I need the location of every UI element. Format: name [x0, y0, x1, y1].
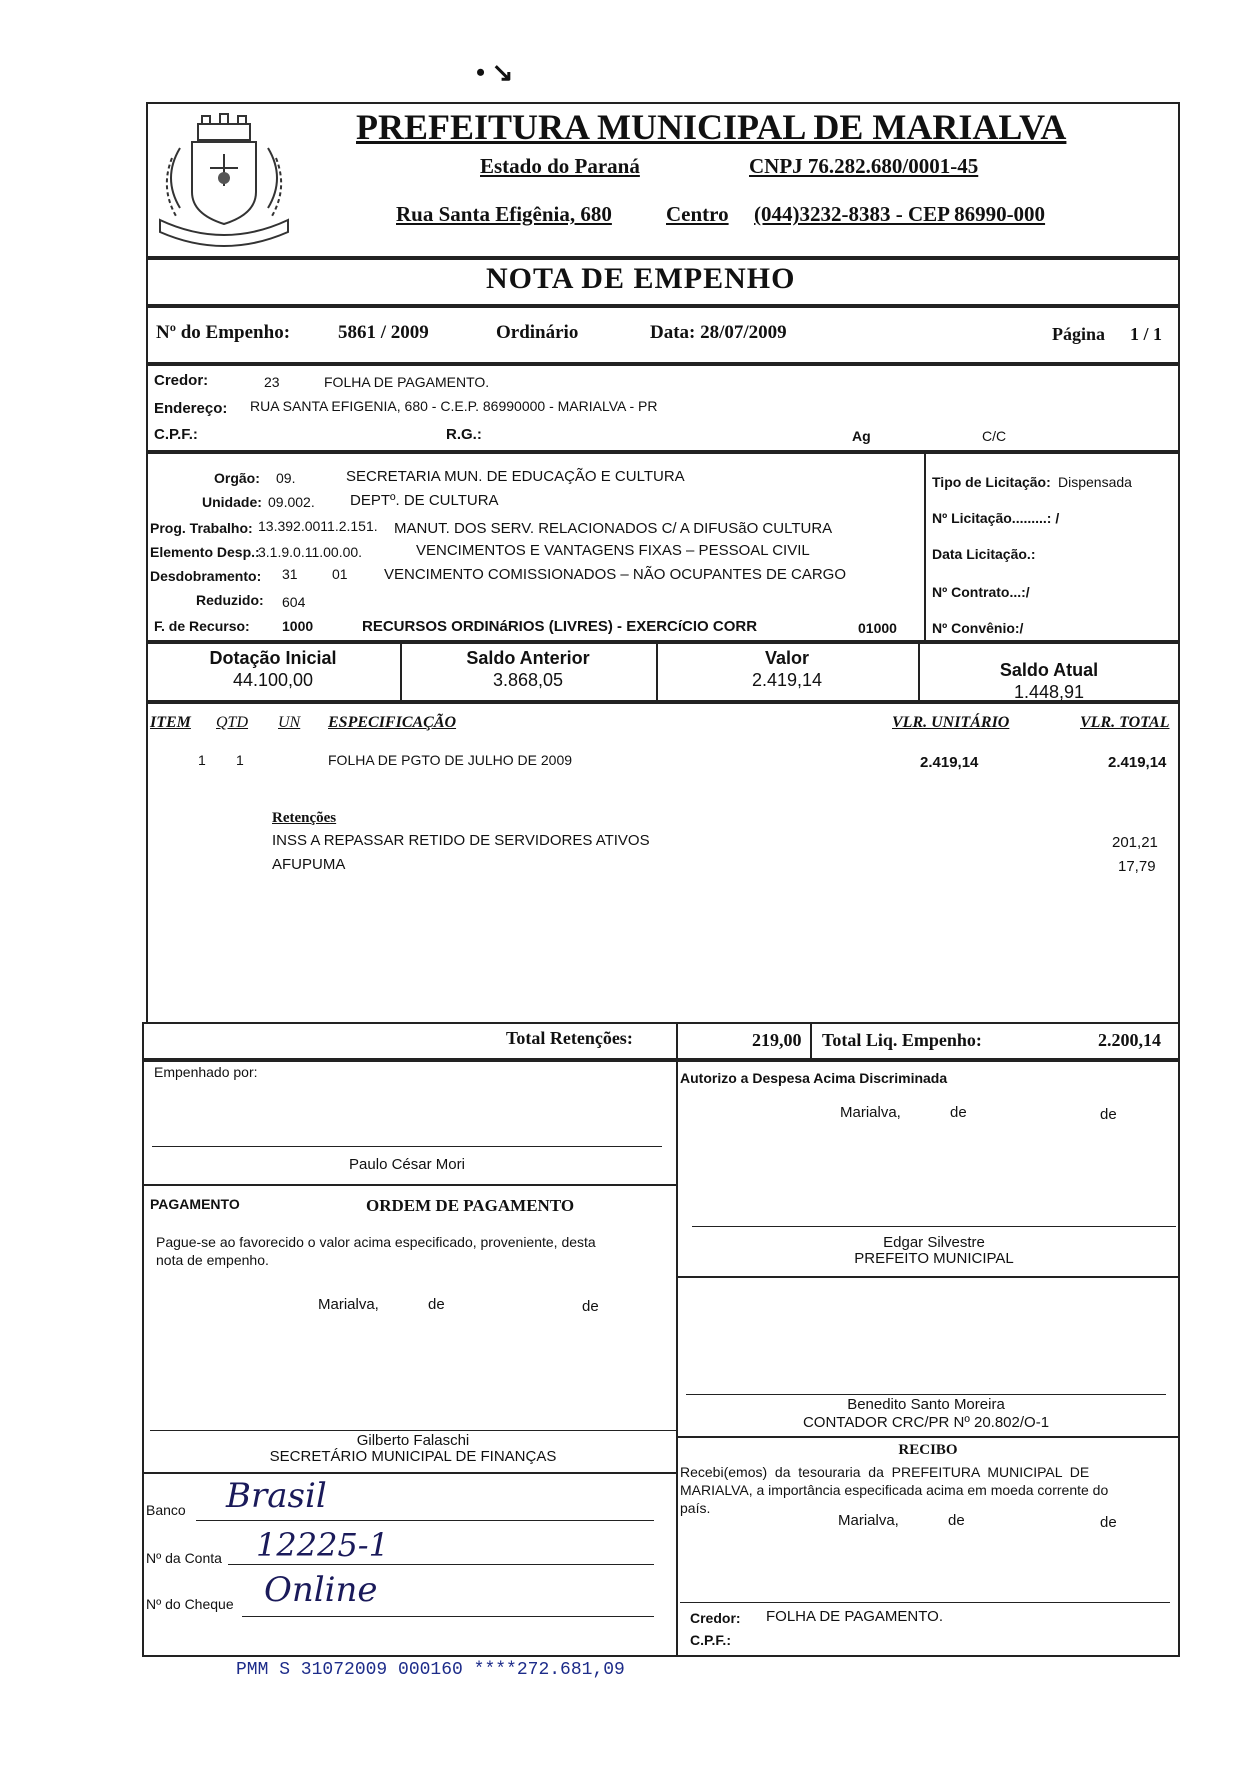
recurso-num: 01000: [858, 620, 897, 636]
banco-handwritten: Brasil: [226, 1476, 327, 1516]
recibo-de-1: de: [948, 1512, 965, 1529]
recibo-credor-value: FOLHA DE PAGAMENTO.: [766, 1608, 943, 1625]
retencao-2-desc: AFUPUMA: [272, 856, 346, 873]
num-convenio: Nº Convênio:/: [932, 620, 1024, 636]
item-number: 1: [198, 752, 206, 768]
orgao-label: Orgão:: [214, 470, 260, 486]
ag-label: Ag: [852, 428, 871, 444]
autorizo-signature-line: [692, 1226, 1176, 1227]
retencoes-title: Retenções: [272, 810, 337, 826]
banco-line: [196, 1520, 654, 1521]
recibo-line-2: MARIALVA, a importância especificada acima em moeda corrente do: [680, 1482, 1109, 1498]
col-qtd: QTD: [216, 714, 249, 731]
totals-frame: [142, 1022, 1180, 1060]
address: Rua Santa Efigênia, 680: [396, 202, 612, 226]
total-liquido-value: 2.200,14: [1098, 1030, 1161, 1050]
credor-code: 23: [264, 374, 280, 390]
lower-frame: [142, 1060, 1180, 1657]
recurso-desc: RECURSOS ORDINáRIOS (LIVRES) - EXERCíCIO CORR: [362, 618, 758, 635]
tipo-licitacao-value: Dispensada: [1058, 474, 1132, 490]
banco-separator: [142, 1472, 676, 1474]
reduzido-label: Reduzido:: [196, 592, 264, 608]
pagamento-signature-line: [150, 1430, 676, 1431]
saldo-anterior-label: Saldo Anterior: [466, 648, 590, 668]
recibo-cpf-label: C.P.F.:: [690, 1632, 731, 1648]
autorizo-de-1: de: [950, 1104, 967, 1121]
endereco-label: Endereço:: [154, 400, 228, 417]
autorizo-city: Marialva,: [840, 1104, 901, 1121]
prog-code: 13.392.0011.2.151.: [258, 518, 378, 534]
num-licitacao: Nº Licitação.........: /: [932, 510, 1060, 526]
col-un: UN: [278, 714, 301, 731]
cnpj: CNPJ 76.282.680/0001-45: [749, 154, 979, 178]
ordem-pagamento-title: ORDEM DE PAGAMENTO: [366, 1196, 575, 1215]
desdobramento-code: 31: [282, 566, 298, 582]
pagamento-separator: [142, 1184, 676, 1186]
municipality-title: PREFEITURA MUNICIPAL DE MARIALVA: [356, 107, 1067, 147]
recibo-signature-line: [680, 1602, 1170, 1603]
item-vlr-unitario: 2.419,14: [920, 754, 979, 771]
contador-role: CONTADOR CRC/PR Nº 20.802/O-1: [802, 1414, 1050, 1431]
item-qtd: 1: [236, 752, 244, 768]
district: Centro: [666, 202, 729, 226]
banco-label: Banco: [146, 1502, 186, 1518]
credor-name: FOLHA DE PAGAMENTO.: [324, 374, 490, 390]
saldo-atual-value: 1.448,91: [1013, 682, 1085, 702]
desdobramento-desc: VENCIMENTO COMISSIONADOS – NÃO OCUPANTES DE CARGO: [384, 566, 847, 583]
cpf-label: C.P.F.:: [154, 426, 198, 443]
conta-label: Nº da Conta: [146, 1550, 222, 1566]
total-retencoes-label: Total Retenções:: [506, 1028, 633, 1048]
page-number: 1 / 1: [1130, 324, 1163, 344]
pagamento-city: Marialva,: [318, 1296, 379, 1313]
valor-value: 2.419,14: [751, 670, 823, 690]
autorizo-de-2: de: [1100, 1106, 1117, 1123]
empenho-number: 5861 / 2009: [338, 322, 429, 343]
conta-handwritten: 12225-1: [256, 1526, 389, 1564]
endereco-value: RUA SANTA EFIGENIA, 680 - C.E.P. 86990000 - MARIALVA - PR: [250, 398, 658, 414]
data-licitacao: Data Licitação.:: [932, 546, 1036, 562]
item-vlr-total: 2.419,14: [1108, 754, 1167, 771]
page-label: Página: [1052, 324, 1106, 344]
empenho-type: Ordinário: [496, 322, 579, 343]
totals-divider-2: [810, 1022, 812, 1060]
recurso-code: 1000: [282, 618, 314, 634]
pagamento-role: SECRETÁRIO MUNICIPAL DE FINANÇAS: [269, 1448, 557, 1465]
recibo-credor-label: Credor:: [690, 1610, 741, 1626]
dotacao-label: Dotação Inicial: [209, 648, 337, 668]
orgao-desc: SECRETARIA MUN. DE EDUCAÇÃO E CULTURA: [346, 468, 685, 485]
cc-label: C/C: [982, 428, 1007, 444]
cheque-line: [242, 1616, 654, 1617]
state-name: Estado do Paraná: [480, 154, 640, 178]
cheque-handwritten: Online: [264, 1570, 378, 1610]
authentication-stamp: PMM S 31072009 000160 ****272.681,09: [236, 1660, 625, 1680]
empenho-label: Nº do Empenho:: [156, 322, 291, 343]
empenhado-label: Empenhado por:: [154, 1064, 258, 1080]
lower-column-divider: [676, 1060, 678, 1657]
col-vlr-unitario: VLR. UNITÁRIO: [892, 714, 1010, 731]
col-item: ITEM: [150, 714, 191, 731]
retencao-2-value: 17,79: [1118, 858, 1156, 875]
desdobramento-sub: 01: [332, 566, 348, 582]
pagamento-text-1: Pague-se ao favorecido o valor acima especificado, proveniente, desta: [156, 1234, 596, 1250]
contador-name: Benedito Santo Moreira: [847, 1396, 1005, 1413]
coat-of-arms-logo: [150, 108, 298, 254]
pagamento-de-2: de: [582, 1298, 599, 1315]
credor-label: Credor:: [154, 372, 209, 389]
pagamento-name: Gilberto Falaschi: [356, 1432, 470, 1449]
unidade-code: 09.002.: [268, 494, 315, 510]
elemento-label: Elemento Desp.:: [150, 544, 260, 560]
col-vlr-total: VLR. TOTAL: [1080, 714, 1170, 731]
dotacao-value: 44.100,00: [232, 670, 314, 690]
elemento-code: 3.1.9.0.11.00.00.: [258, 544, 363, 560]
recibo-de-2: de: [1100, 1514, 1117, 1531]
recibo-line-3: país.: [680, 1500, 711, 1516]
orgao-code: 09.: [276, 470, 296, 486]
cheque-label: Nº do Cheque: [146, 1596, 234, 1612]
totals-divider-1: [676, 1022, 678, 1060]
prog-desc: MANUT. DOS SERV. RELACIONADOS C/ A DIFUSãO CULTURA: [394, 520, 833, 537]
empenho-date: Data: 28/07/2009: [650, 322, 787, 343]
empenhado-name: Paulo César Mori: [349, 1156, 465, 1173]
phone-cep: (044)3232-8383 - CEP 86990-000: [754, 202, 1046, 226]
tipo-licitacao-label: Tipo de Licitação:: [932, 474, 1051, 490]
saldo-atual-label: Saldo Atual: [999, 660, 1099, 680]
elemento-desc: VENCIMENTOS E VANTAGENS FIXAS – PESSOAL CIVIL: [416, 542, 810, 559]
empenhado-signature-line: [152, 1146, 662, 1147]
recurso-label: F. de Recurso:: [154, 618, 250, 634]
pagamento-text-2: nota de empenho.: [156, 1252, 269, 1268]
unidade-label: Unidade:: [202, 494, 262, 510]
recibo-separator: [676, 1436, 1180, 1438]
contador-signature-line: [686, 1394, 1166, 1395]
document-title: NOTA DE EMPENHO: [486, 262, 796, 295]
classification-divider: [924, 452, 926, 642]
top-mark: • ↘: [476, 58, 514, 87]
unidade-desc: DEPTº. DE CULTURA: [350, 492, 499, 509]
conta-line: [228, 1564, 654, 1565]
contador-separator: [676, 1276, 1180, 1278]
recibo-city: Marialva,: [838, 1512, 899, 1529]
total-retencoes-value: 219,00: [752, 1030, 802, 1050]
autorizo-title: Autorizo a Despesa Acima Discriminada: [680, 1070, 948, 1086]
pagamento-label: PAGAMENTO: [150, 1196, 240, 1212]
nota-de-empenho-document: [146, 102, 1180, 1657]
retencao-1-value: 201,21: [1112, 834, 1158, 851]
recibo-line-1: Recebi(emos) da tesouraria da PREFEITURA MUNICIPAL DE: [680, 1464, 1090, 1480]
autorizo-name: Edgar Silvestre: [883, 1234, 985, 1251]
total-liquido-label: Total Liq. Empenho:: [822, 1030, 982, 1050]
prog-label: Prog. Trabalho:: [150, 520, 253, 536]
retencao-1-desc: INSS A REPASSAR RETIDO DE SERVIDORES ATIVOS: [272, 832, 650, 849]
col-especificacao: ESPECIFICAÇÃO: [328, 714, 457, 731]
desdobramento-label: Desdobramento:: [150, 568, 262, 584]
recibo-title: RECIBO: [898, 1442, 958, 1458]
item-especificacao: FOLHA DE PGTO DE JULHO DE 2009: [328, 752, 573, 768]
reduzido-code: 604: [282, 594, 306, 610]
saldo-anterior-value: 3.868,05: [492, 670, 564, 690]
num-contrato: Nº Contrato...:/: [932, 584, 1030, 600]
autorizo-role: PREFEITO MUNICIPAL: [854, 1250, 1014, 1267]
pagamento-de-1: de: [428, 1296, 445, 1313]
rg-label: R.G.:: [446, 426, 482, 443]
valor-label: Valor: [764, 648, 810, 668]
